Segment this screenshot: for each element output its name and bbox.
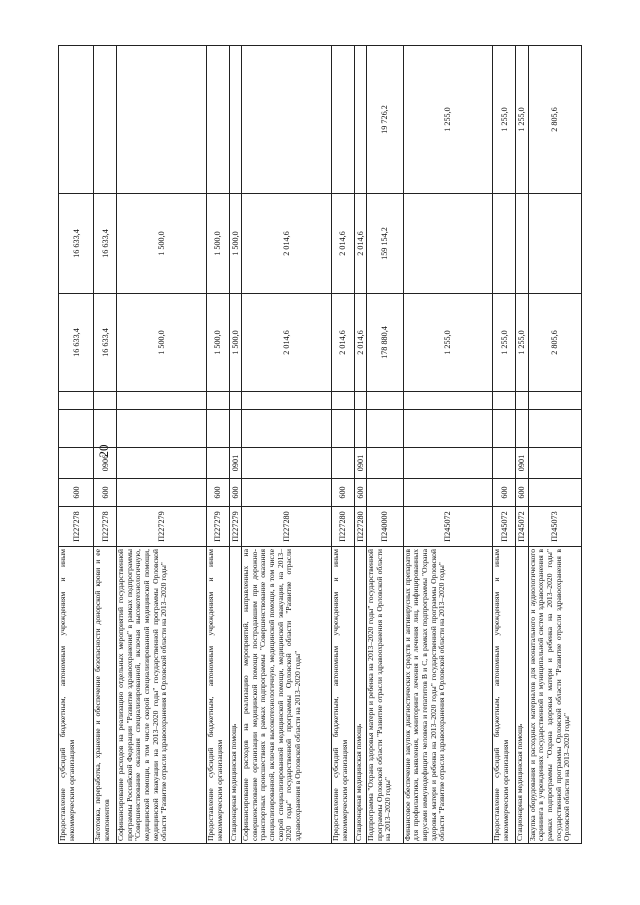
table-row [94,46,117,844]
regional-amount: 1 500,0 [229,194,242,294]
federal-amount [117,46,207,194]
regional-amount: 16 633,4 [94,194,117,294]
target-article-code: П245072 [516,507,529,547]
table-row [331,46,354,844]
federal-amount [94,46,117,194]
table-row [354,46,367,844]
total-amount: 178 880,4 [367,294,403,392]
table-row [528,46,581,844]
row-description: Софинансирование расходов на реализацию отдельных мероприятий государственной программы Российской Федерации "Развитие здравоохранения" в рамках подпрограммы "Совершенствование оказания специализированной, включая высокотехнологичную, медицинской помощи, в том числе скорой специализированной медицинской помощи, медицинской эвакуации на 2013–2020 годы" государственной программы Орловской области "Развитие отрасли здравоохранения в Орловской области на 2013–2020 годы" [117,547,207,844]
table-row [206,46,229,844]
empty-cell [229,410,242,448]
expense-type-code [242,479,332,507]
row-description: Предоставление субсидий бюджетным, автономным учреждениям и иным некоммерческим организациям [59,547,94,844]
table-row [229,46,242,844]
empty-cell [354,392,367,410]
empty-cell [331,392,354,410]
regional-amount [516,194,529,294]
total-amount: 1 500,0 [117,294,207,392]
total-amount: 1 255,0 [493,294,516,392]
section-code [403,448,493,479]
target-article-code: П245073 [528,507,581,547]
target-article-code: П240000 [367,507,403,547]
row-description: Стационарная медицинская помощь [516,547,529,844]
total-amount: 2 014,6 [354,294,367,392]
federal-amount [331,46,354,194]
regional-amount: 159 154,2 [367,194,403,294]
empty-cell [59,410,94,448]
target-article-code: П245072 [403,507,493,547]
expense-type-code: 600 [331,479,354,507]
total-amount: 2 014,6 [331,294,354,392]
federal-amount [242,46,332,194]
empty-cell [367,410,403,448]
target-article-code: П227279 [206,507,229,547]
empty-cell [367,392,403,410]
regional-amount [528,194,581,294]
total-amount: 1 500,0 [229,294,242,392]
total-amount: 16 633,4 [59,294,94,392]
total-amount: 2 805,6 [528,294,581,392]
page-number: 20 [96,444,111,458]
row-description: Финансовое обеспечение закупок диагностических средств и антивирусных препаратов для профилактики, выявления, мониторинга лечения и лечения лиц, инфицированных вирусами иммунодефицита человека и гепатитов B и C, в рамках подпрограммы "Охрана здоровья матери и ребенка на 2013–2020 годы" государственной программы Орловской области "Развитие отрасли здравоохранения в Орловской области на 2013–2020 годы" [403,547,493,844]
empty-cell [354,410,367,448]
section-code [367,448,403,479]
table-row [59,46,94,844]
empty-cell [528,410,581,448]
federal-amount: 2 805,6 [528,46,581,194]
section-code [206,448,229,479]
empty-cell [331,410,354,448]
expense-type-code [117,479,207,507]
table-row [403,46,493,844]
empty-cell [242,392,332,410]
regional-amount: 2 014,6 [354,194,367,294]
table-row [242,46,332,844]
target-article-code: П227280 [354,507,367,547]
empty-cell [59,392,94,410]
section-code [331,448,354,479]
total-amount: 16 633,4 [94,294,117,392]
target-article-code: П227279 [117,507,207,547]
empty-cell [493,410,516,448]
section-code: 0901 [354,448,367,479]
expense-type-code: 600 [229,479,242,507]
section-code: 0901 [516,448,529,479]
expense-type-code: 600 [59,479,94,507]
regional-amount: 1 500,0 [117,194,207,294]
empty-cell [528,392,581,410]
federal-amount [229,46,242,194]
budget-table-rotated [58,46,582,844]
target-article-code: П227280 [331,507,354,547]
row-description: Предоставление субсидий бюджетным, автономным учреждениям и иным некоммерческим организациям [331,547,354,844]
empty-cell [94,392,117,410]
row-description: Закупка оборудования и расходных материалов для неонатального и аудиологического скрининга в учреждениях государственной и муниципальной систем здравоохранения в рамках подпрограммы "Охрана здоровья матери и ребенка на 2013–2020 годы" государственной программы Орловской области "Развитие отрасли здравоохранения в Орловской области на 2013–2020 годы" [528,547,581,844]
federal-amount: 19 726,2 [367,46,403,194]
section-code [59,448,94,479]
federal-amount [206,46,229,194]
empty-cell [242,410,332,448]
section-code [493,448,516,479]
empty-cell [117,410,207,448]
empty-cell [94,410,117,448]
total-amount: 1 255,0 [403,294,493,392]
table-row [367,46,403,844]
total-amount: 1 500,0 [206,294,229,392]
table-row [516,46,529,844]
section-code [117,448,207,479]
regional-amount [493,194,516,294]
total-amount: 1 255,0 [516,294,529,392]
budget-table [58,45,582,844]
federal-amount [59,46,94,194]
row-description: Предоставление субсидий бюджетным, автономным учреждениям и иным некоммерческим организациям [206,547,229,844]
row-description: Стационарная медицинская помощь [354,547,367,844]
regional-amount: 2 014,6 [242,194,332,294]
federal-amount: 1 255,0 [403,46,493,194]
federal-amount [354,46,367,194]
target-article-code: П227278 [94,507,117,547]
row-description: Подпрограмма "Охрана здоровья матери и ребенка на 2013–2020 годы" государственной программы Орловской области "Развитие отрасли здравоохранения в Орловской области на 2013–2020 годы" [367,547,403,844]
section-code [528,448,581,479]
empty-cell [403,392,493,410]
empty-cell [229,392,242,410]
table-row [493,46,516,844]
expense-type-code: 600 [516,479,529,507]
expense-type-code: 600 [493,479,516,507]
empty-cell [516,410,529,448]
empty-cell [493,392,516,410]
regional-amount: 2 014,6 [331,194,354,294]
target-article-code: П227280 [242,507,332,547]
total-amount: 2 014,6 [242,294,332,392]
federal-amount: 1 255,0 [516,46,529,194]
empty-cell [403,410,493,448]
empty-cell [117,392,207,410]
section-code [242,448,332,479]
row-description: Стационарная медицинская помощь [229,547,242,844]
expense-type-code [528,479,581,507]
expense-type-code: 600 [354,479,367,507]
federal-amount: 1 255,0 [493,46,516,194]
section-code: 0901 [229,448,242,479]
regional-amount: 16 633,4 [59,194,94,294]
empty-cell [516,392,529,410]
target-article-code: П227278 [59,507,94,547]
expense-type-code [367,479,403,507]
expense-type-code: 600 [94,479,117,507]
regional-amount: 1 500,0 [206,194,229,294]
target-article-code: П245072 [493,507,516,547]
section-code: 0906 [94,448,117,479]
regional-amount [403,194,493,294]
expense-type-code [403,479,493,507]
target-article-code: П227279 [229,507,242,547]
row-description: Предоставление субсидий бюджетным, автономным учреждениям и иным некоммерческим организациям [493,547,516,844]
empty-cell [206,410,229,448]
table-row [117,46,207,844]
row-description: Софинансирование расходов на реализацию мероприятий, направленных на совершенствование организации медицинской помощи пострадавшим при дорожно-транспортных происшествиях в рамках подпрограммы "Совершенствование оказания специализированной, включая высокотехнологичную, медицинской помощи, в том числе скорой специализированной медицинской помощи, медицинской эвакуации, на 2013–2020 годы" государственной программы Орловской области "Развитие отрасли здравоохранения в Орловской области на 2013–2020 годы" [242,547,332,844]
expense-type-code: 600 [206,479,229,507]
empty-cell [206,392,229,410]
row-description: Заготовка, переработка, хранение и обеспечение безопасности донорской крови и ее компонентов [94,547,117,844]
